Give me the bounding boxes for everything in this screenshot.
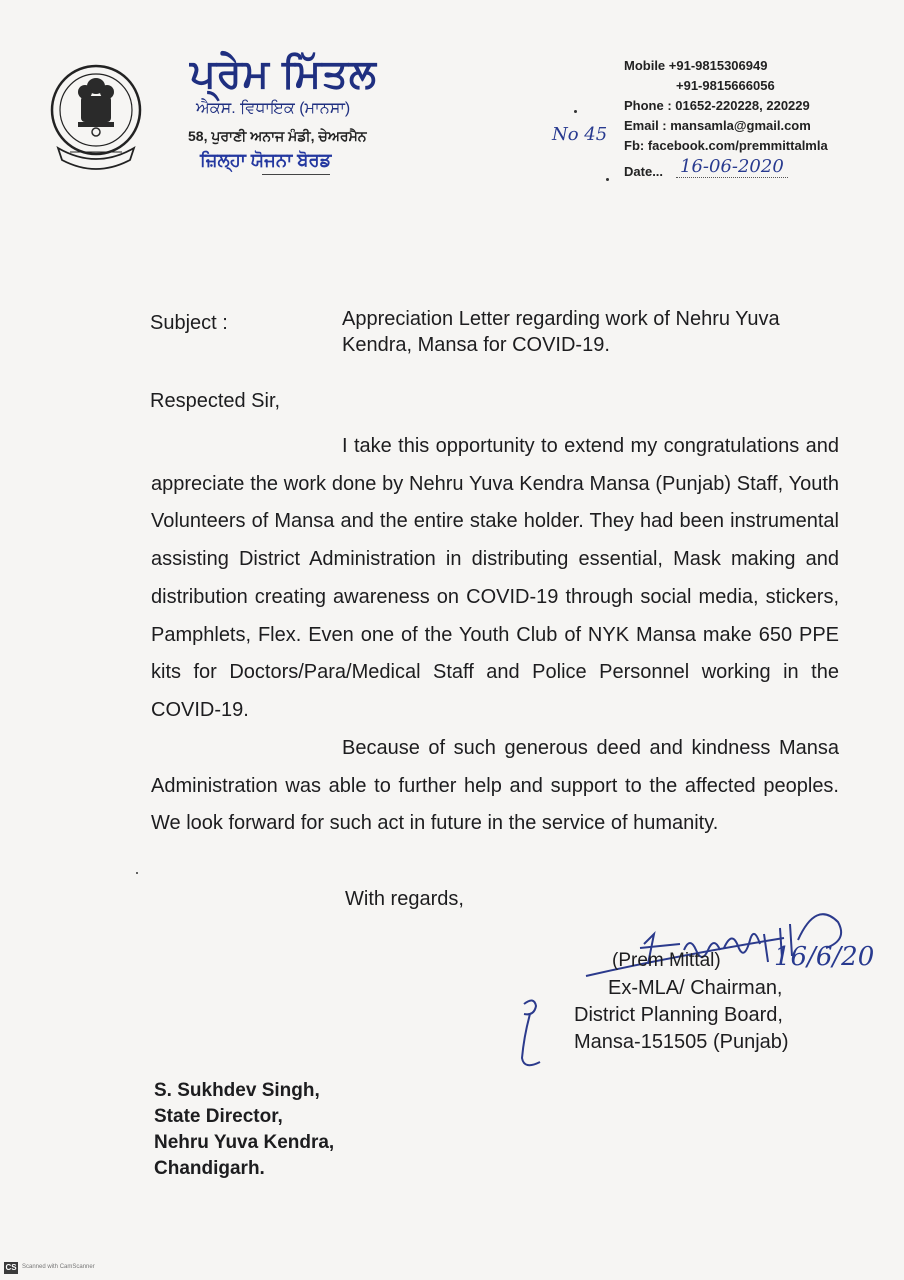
addressee-line: Chandigarh. xyxy=(154,1158,265,1179)
paper-speck xyxy=(574,110,577,113)
signatory-name: (Prem Mittal) xyxy=(612,950,721,971)
subject-text: Appreciation Letter regarding work of Nehru Yuva Kendra, Mansa for COVID-19. xyxy=(342,308,780,356)
salutation: Respected Sir, xyxy=(150,390,281,412)
scanner-text: Scanned with CamScanner xyxy=(22,1264,95,1270)
contact-facebook: Fb: facebook.com/premmittalmla xyxy=(624,138,828,153)
board-underline xyxy=(262,174,330,175)
signature-date: 16/6/20 xyxy=(774,942,875,972)
scanner-logo: CS xyxy=(5,1263,17,1272)
letterhead-board: ਜ਼ਿਲ੍ਹਾ ਯੋਜਨਾ ਬੋਰਡ xyxy=(200,150,332,170)
addressee-block xyxy=(154,1078,334,1182)
addressee-line: S. Sukhdev Singh, xyxy=(154,1080,320,1101)
title-line: District Planning Board, xyxy=(574,1004,783,1026)
closing: With regards, xyxy=(345,888,464,910)
paper-speck xyxy=(606,178,609,181)
contact-mobile-1: Mobile +91-9815306949 xyxy=(624,58,768,73)
subject-label: Subject : xyxy=(150,312,228,334)
paper-speck xyxy=(136,872,138,874)
title-line: Ex-MLA/ Chairman, xyxy=(608,977,783,999)
letterhead-address: 58, ਪੁਰਾਣੀ ਅਨਾਜ ਮੰਡੀ, ਚੇਅਰਮੈਨ xyxy=(188,128,367,144)
contact-phone: Phone : 01652-220228, 220229 xyxy=(624,98,810,113)
date-value: 16-06-2020 xyxy=(676,156,788,178)
date-label: Date... xyxy=(624,164,664,179)
title-line: Mansa-151505 (Punjab) xyxy=(574,1031,789,1053)
contact-block xyxy=(624,56,828,156)
addressee-line: State Director, xyxy=(154,1106,283,1127)
letterhead-designation: ਐਕਸ. ਵਿਧਾਇਕ (ਮਾਨਸਾ) xyxy=(196,100,351,117)
contact-email: Email : mansamla@gmail.com xyxy=(624,118,811,133)
addressee-line: Nehru Yuva Kendra, xyxy=(154,1132,335,1153)
body-paragraph: I take this opportunity to extend my congratulations and appreciate the work done by Nehru Yuva Kendra Mansa (Punjab) Staff, Youth Volunteers of Mansa and the entire stake holder. They had been instrumental assisting District Administration in distributing essential, Mask making and distribution creating awareness on COVID-19 through social media, stickers, Pamphlets, Flex. Even one of the Youth Club of NYK Mansa make 650 PPE kits for Doctors/Para/Medical Staff and Police Personnel working in the COVID-19. xyxy=(151,435,839,721)
body-paragraph: Because of such generous deed and kindness Mansa Administration was able to further help and support to the affected peoples. We look forward for such act in future in the service of humanity. xyxy=(151,737,839,835)
margin-mark-icon xyxy=(510,994,550,1074)
contact-mobile-2: +91-9815666056 xyxy=(676,78,775,93)
signatory-title xyxy=(574,975,789,1056)
state-emblem-icon xyxy=(48,52,144,178)
letterhead-name: ਪ੍ਰੇਮ ਮਿੱਤਲ xyxy=(190,52,377,96)
letter-number: No 45 xyxy=(552,124,608,145)
